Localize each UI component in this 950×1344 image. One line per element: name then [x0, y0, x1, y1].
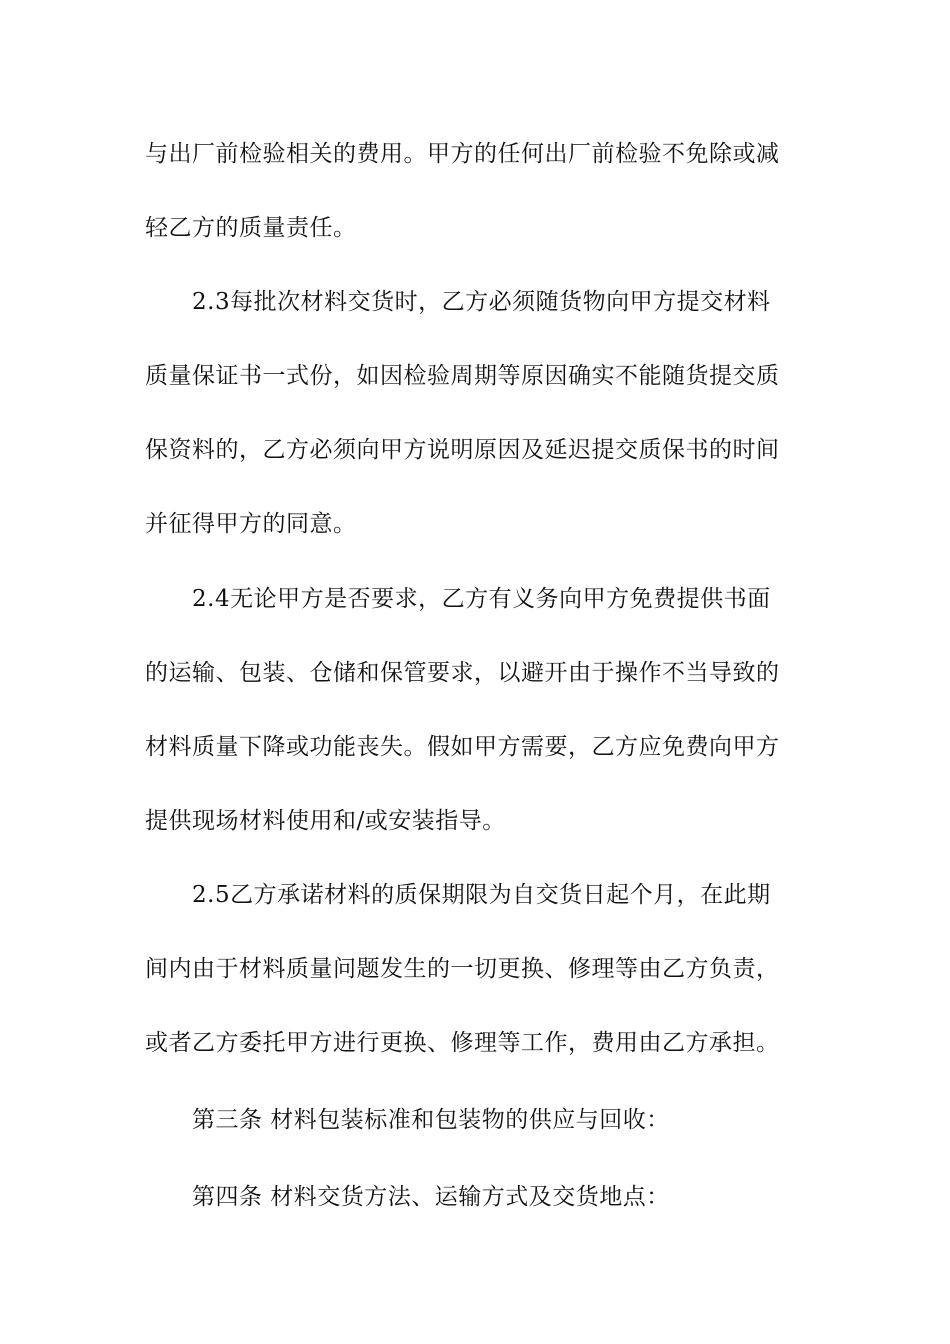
paragraph-line: 轻乙方的质量责任。 — [145, 215, 357, 241]
paragraph-line: 并征得甲方的同意。 — [145, 511, 357, 537]
paragraph-line: 保资料的，乙方必须向甲方说明原因及延迟提交质保书的时间 — [145, 437, 780, 463]
paragraph-line: 与出厂前检验相关的费用。甲方的任何出厂前检验不免除或减 — [145, 141, 780, 167]
paragraph-line: 材料质量下降或功能丧失。假如甲方需要，乙方应免费向甲方 — [145, 734, 780, 760]
paragraph-line: 2.5乙方承诺材料的质保期限为自交货日起个月，在此期 — [192, 882, 771, 908]
paragraph-line: 2.4无论甲方是否要求，乙方有义务向甲方免费提供书面 — [192, 586, 771, 612]
paragraph-line: 提供现场材料使用和/或安装指导。 — [145, 808, 506, 834]
paragraph-line: 的运输、包装、仓储和保管要求，以避开由于操作不当导致的 — [145, 660, 780, 686]
paragraph-line: 或者乙方委托甲方进行更换、修理等工作，费用由乙方承担。 — [145, 1030, 780, 1056]
section-heading: 第三条 材料包装标准和包装物的供应与回收： — [192, 1107, 670, 1133]
paragraph-line: 2.3每批次材料交货时，乙方必须随货物向甲方提交材料 — [192, 289, 771, 315]
section-heading: 第四条 材料交货方法、运输方式及交货地点： — [192, 1184, 670, 1210]
paragraph-line: 质量保证书一式份，如因检验周期等原因确实不能随货提交质 — [145, 363, 780, 389]
paragraph-line: 间内由于材料质量问题发生的一切更换、修理等由乙方负责， — [145, 956, 780, 982]
